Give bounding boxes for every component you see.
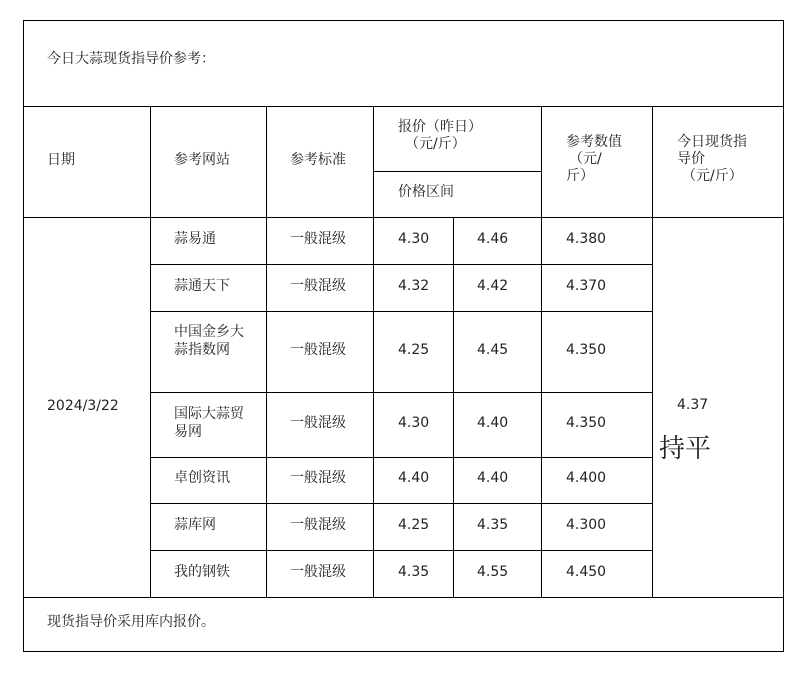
low-price-cell: 4.25: [398, 517, 430, 533]
header-ref-line2: （元/: [569, 151, 602, 167]
standard-cell: 一般混级: [290, 415, 346, 431]
standard-cell: 一般混级: [290, 517, 346, 533]
standard-cell: 一般混级: [290, 564, 346, 580]
low-price-cell: 4.25: [398, 342, 430, 358]
ref-value-cell: 4.300: [566, 517, 607, 533]
low-price-cell: 4.30: [398, 231, 430, 247]
site-cell: 卓创资讯: [174, 470, 230, 486]
low-price-cell: 4.30: [398, 415, 430, 431]
high-price-cell: 4.40: [477, 470, 509, 486]
header-price-range: 价格区间: [398, 184, 454, 200]
header-site: 参考网站: [174, 152, 230, 168]
site-cell: 蒜通天下: [174, 278, 230, 294]
ref-value-cell: 4.370: [566, 278, 607, 294]
ref-value-cell: 4.350: [566, 415, 607, 431]
high-price-cell: 4.55: [477, 564, 509, 580]
standard-cell: 一般混级: [290, 342, 346, 358]
high-price-cell: 4.35: [477, 517, 509, 533]
site-cell: 我的钢铁: [174, 564, 230, 580]
ref-value-cell: 4.450: [566, 564, 607, 580]
guide-price-value: 4.37: [677, 397, 709, 413]
high-price-cell: 4.42: [477, 278, 509, 294]
standard-cell: 一般混级: [290, 278, 346, 294]
high-price-cell: 4.40: [477, 415, 509, 431]
header-standard: 参考标准: [290, 152, 346, 168]
page-title: 今日大蒜现货指导价参考：: [47, 51, 215, 67]
ref-value-cell: 4.400: [566, 470, 607, 486]
header-guide-line3: （元/斤）: [682, 168, 743, 184]
ref-value-cell: 4.350: [566, 342, 607, 358]
high-price-cell: 4.46: [477, 231, 509, 247]
low-price-cell: 4.40: [398, 470, 430, 486]
site-cell: 蒜易通: [174, 231, 216, 247]
standard-cell: 一般混级: [290, 470, 346, 486]
site-cell: 国际大蒜贸易网: [174, 406, 244, 440]
standard-cell: 一般混级: [290, 231, 346, 247]
header-quote-line2: （元/斤）: [405, 136, 466, 152]
site-cell: 中国金乡大蒜指数网: [174, 324, 244, 358]
header-guide-line2: 导价: [677, 151, 705, 167]
header-ref-line3: 斤）: [566, 168, 594, 184]
footer-note: 现货指导价采用库内报价。: [47, 614, 215, 630]
guide-price-status: 持平: [659, 434, 712, 464]
header-guide-line1: 今日现货指: [677, 134, 747, 150]
header-quote-line1: 报价（昨日）: [398, 119, 482, 135]
header-ref-line1: 参考数值: [566, 134, 622, 150]
high-price-cell: 4.45: [477, 342, 509, 358]
ref-value-cell: 4.380: [566, 231, 607, 247]
header-date: 日期: [47, 152, 75, 168]
date-cell: 2024/3/22: [47, 398, 119, 414]
site-cell: 蒜库网: [174, 517, 216, 533]
low-price-cell: 4.35: [398, 564, 430, 580]
low-price-cell: 4.32: [398, 278, 430, 294]
